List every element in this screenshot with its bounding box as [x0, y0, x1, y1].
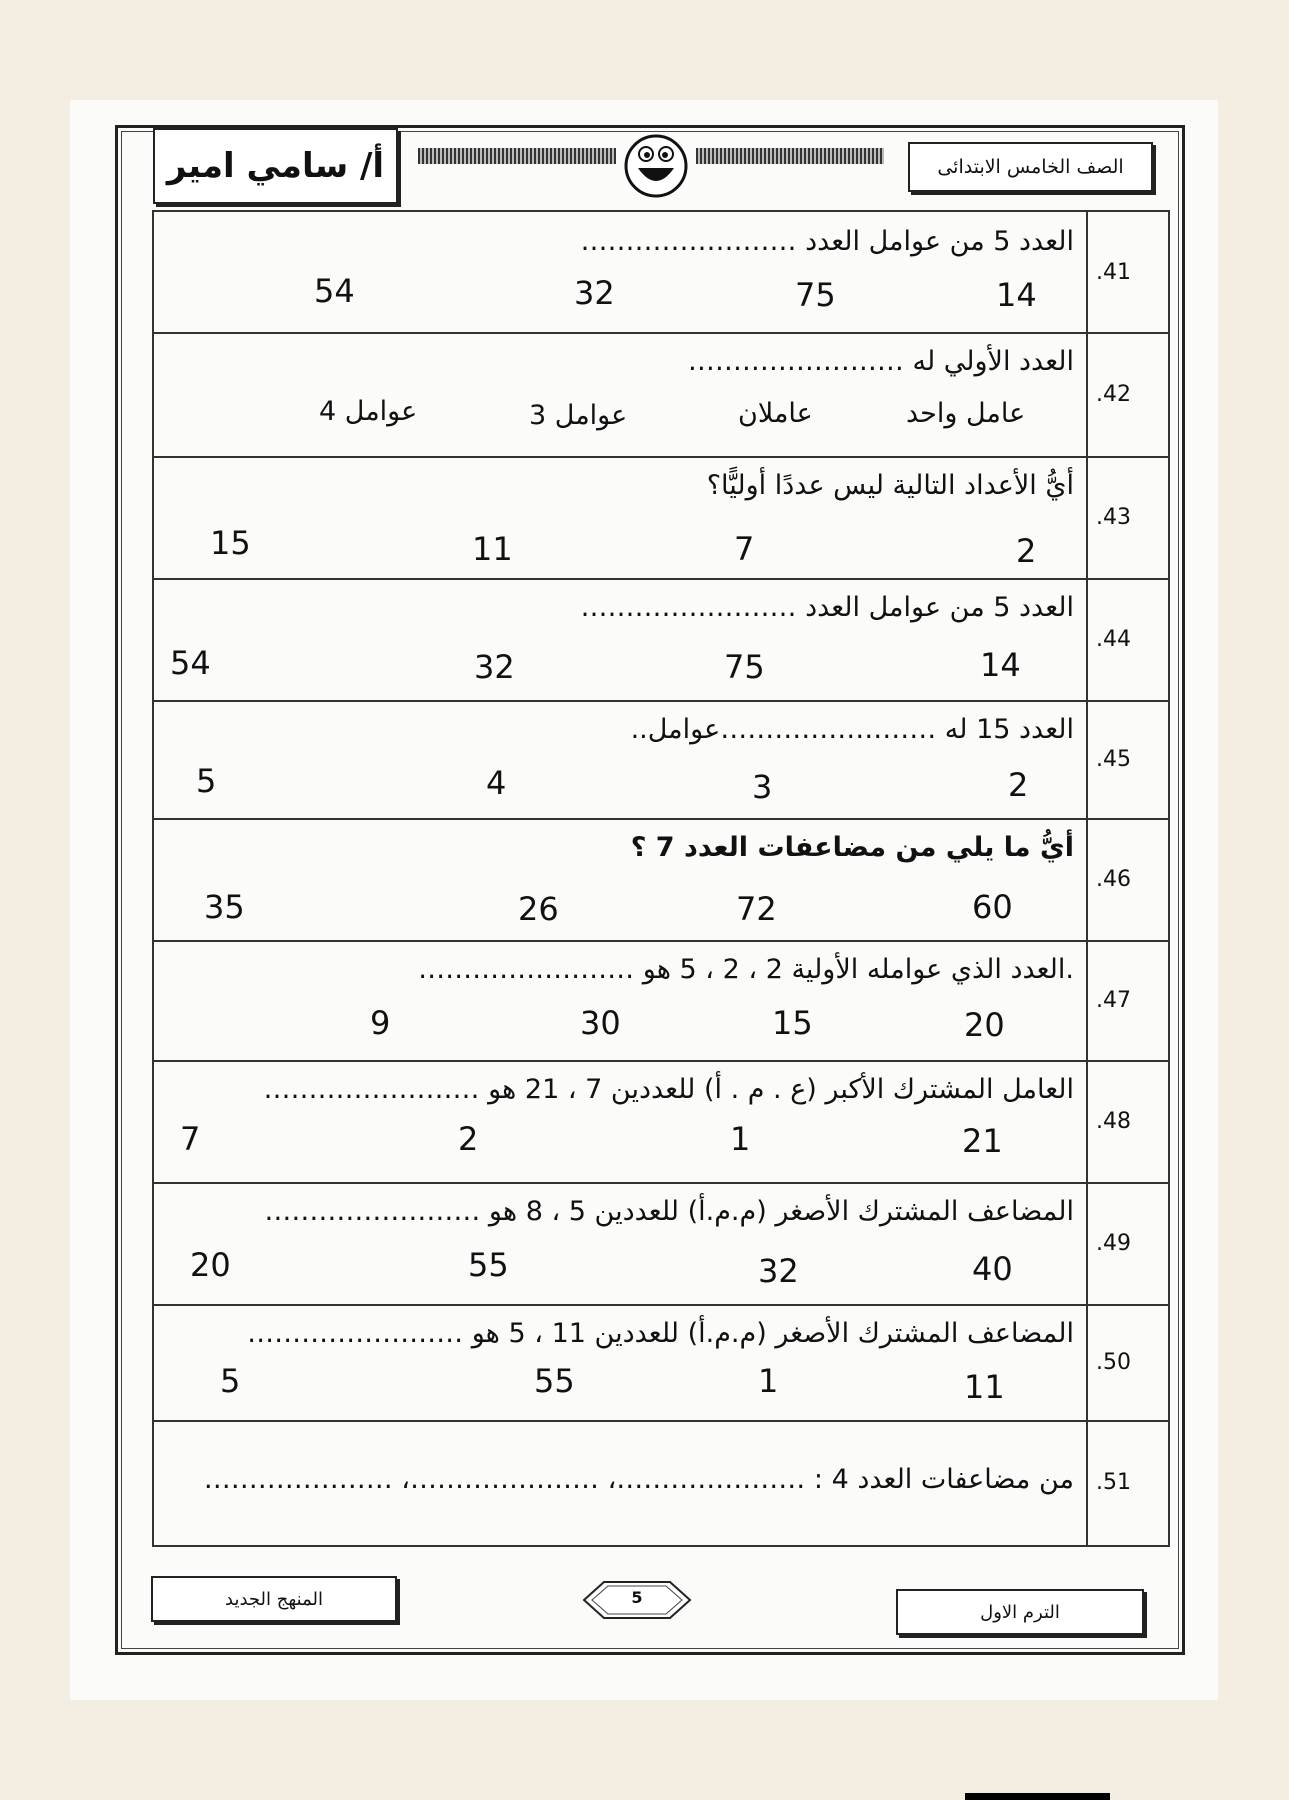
option-a: 60 — [972, 888, 1013, 926]
question-number: .41 — [1086, 212, 1168, 332]
option-d: 54 — [314, 272, 355, 310]
question-text: أيُّ ما يلي من مضاعفات العدد 7 ؟ — [630, 832, 1074, 863]
question-number: .46 — [1086, 818, 1168, 940]
term-label: الترم الاول — [980, 1601, 1060, 1623]
option-a: 2 — [1008, 766, 1029, 804]
question-row-42 — [154, 332, 1168, 458]
option-a: 2 — [1016, 532, 1037, 570]
option-d: 54 — [170, 644, 211, 682]
question-row-41 — [154, 212, 1168, 334]
option-c: 26 — [518, 890, 559, 928]
option-b: عاملان — [738, 398, 813, 429]
bottom-black-tab — [965, 1793, 1110, 1800]
option-a: عامل واحد — [906, 398, 1026, 429]
curriculum-label-box — [151, 1576, 397, 1622]
question-row-44 — [154, 578, 1168, 702]
question-row-46 — [154, 818, 1168, 942]
smiley-icon — [618, 128, 694, 200]
question-text: من مضاعفات العدد 4 : …………………، …………………، ………………… — [203, 1464, 1074, 1495]
question-number: .47 — [1086, 940, 1168, 1060]
question-text: المضاعف المشترك الأصغر (م.م.أ) للعددين 11 ، 5 هو …………………… — [247, 1318, 1074, 1349]
header-decoration-left — [418, 148, 616, 164]
option-c: 2 — [458, 1120, 479, 1158]
option-d: 9 — [370, 1004, 391, 1042]
question-text: العدد 5 من عوامل العدد …………………… — [580, 592, 1074, 623]
question-number: .48 — [1086, 1060, 1168, 1182]
question-text: العدد الأولي له …………………… — [687, 346, 1074, 377]
curriculum-label: المنهج الجديد — [225, 1588, 323, 1610]
question-number: .51 — [1086, 1420, 1168, 1545]
question-row-49 — [154, 1182, 1168, 1306]
option-c: 32 — [474, 648, 515, 686]
option-d: 5 — [220, 1362, 241, 1400]
option-c: 11 — [472, 530, 513, 568]
question-row-50 — [154, 1304, 1168, 1422]
option-b: 32 — [758, 1252, 799, 1290]
option-a: 14 — [980, 646, 1021, 684]
question-row-51 — [154, 1420, 1168, 1545]
option-b: 72 — [736, 890, 777, 928]
question-number: .50 — [1086, 1304, 1168, 1420]
question-number: .49 — [1086, 1182, 1168, 1304]
question-text: العامل المشترك الأكبر (ع . م . أ) للعددين 7 ، 21 هو …………………… — [263, 1074, 1074, 1105]
option-b: 1 — [730, 1120, 751, 1158]
question-row-48 — [154, 1060, 1168, 1184]
option-b: 75 — [795, 276, 836, 314]
option-c: 55 — [534, 1362, 575, 1400]
option-b: 7 — [734, 530, 755, 568]
question-text: المضاعف المشترك الأصغر (م.م.أ) للعددين 5 ، 8 هو …………………… — [264, 1196, 1074, 1227]
option-b: 3 — [752, 768, 773, 806]
option-b: 15 — [772, 1004, 813, 1042]
grade-label-box — [908, 142, 1153, 192]
option-c: 4 — [486, 764, 507, 802]
option-c: 55 — [468, 1246, 509, 1284]
question-text: أيُّ الأعداد التالية ليس عددًا أوليًّا؟ — [706, 470, 1074, 501]
question-row-47 — [154, 940, 1168, 1062]
option-b: 75 — [724, 648, 765, 686]
option-b: 1 — [758, 1362, 779, 1400]
question-text: العدد 5 من عوامل العدد …………………… — [580, 226, 1074, 257]
teacher-name: أ/ سامي امير — [166, 146, 385, 186]
question-row-43 — [154, 456, 1168, 580]
header-decoration-right — [696, 148, 884, 164]
option-d: 4 عوامل — [319, 396, 418, 427]
question-number: .42 — [1086, 332, 1168, 456]
option-c: 30 — [580, 1004, 621, 1042]
option-a: 20 — [964, 1006, 1005, 1044]
question-row-45 — [154, 700, 1168, 820]
option-d: 15 — [210, 524, 251, 562]
question-text: العدد 15 له ……………………عوامل.. — [630, 714, 1074, 745]
option-d: 35 — [204, 888, 245, 926]
page-number: 5 — [631, 1588, 643, 1607]
option-c: 32 — [574, 274, 615, 312]
option-d: 7 — [180, 1120, 201, 1158]
option-d: 5 — [196, 762, 217, 800]
option-a: 40 — [972, 1250, 1013, 1288]
option-a: 21 — [962, 1122, 1003, 1160]
option-c: 3 عوامل — [529, 400, 628, 431]
teacher-name-box — [153, 128, 398, 204]
option-d: 20 — [190, 1246, 231, 1284]
term-label-box — [896, 1589, 1144, 1635]
questions-table — [152, 210, 1170, 1547]
option-a: 14 — [996, 276, 1037, 314]
grade-label: الصف الخامس الابتدائى — [937, 156, 1124, 178]
option-a: 11 — [964, 1368, 1005, 1406]
question-text: .العدد الذي عوامله الأولية 2 ، 2 ، 5 هو …………………… — [418, 954, 1074, 985]
question-number: .43 — [1086, 456, 1168, 578]
question-number: .45 — [1086, 700, 1168, 818]
question-number: .44 — [1086, 578, 1168, 700]
page-number-badge — [582, 1574, 692, 1626]
